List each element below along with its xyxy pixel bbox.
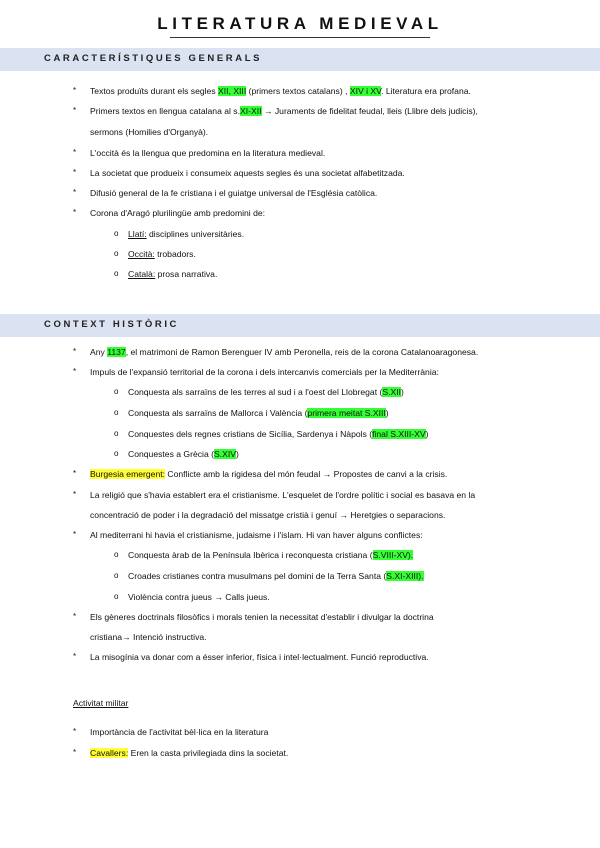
bullet: *	[73, 612, 77, 621]
label: Català:	[128, 269, 156, 279]
list-item-continuation: cristiana→ Intenció instructiva.	[90, 632, 207, 642]
sub-list-item	[128, 387, 404, 398]
list-item: La societat que produeix i consumeix aquests segles és una societat alfabetitzada.	[90, 168, 405, 178]
text: Conquesta als sarraïns de Mallorca i València (	[128, 408, 308, 418]
list-item: Al mediterrani hi havia el cristianisme, judaisme i l'islam. Hi van haver alguns conflictes:	[90, 530, 423, 540]
highlight: final S.XIII-XV	[372, 429, 426, 439]
sub-list-item	[128, 269, 217, 280]
list-item: Els gèneres doctrinals filosòfics i morals tenien la necessitat d'establir i divulgar la doctrina	[90, 612, 434, 622]
list-item: L'occità és la llengua que predomina en la literatura medieval.	[90, 148, 326, 158]
text: (primers textos catalans) ,	[246, 86, 350, 96]
sub-bullet: o	[114, 229, 119, 238]
highlight: S.XII	[382, 387, 401, 397]
sub-list-item: Violència contra jueus → Calls jueus.	[128, 592, 270, 602]
list-item-continuation: sermons (Homilies d'Organyà).	[90, 127, 209, 137]
bullet: *	[73, 208, 77, 217]
list-item	[90, 469, 447, 480]
list-item: La religió que s'havia establert era el cristianisme. L'esquelet de l'ordre polític i social es basava en la	[90, 490, 476, 500]
sub-list-item	[128, 449, 239, 460]
label: Llatí:	[128, 229, 147, 239]
text: )	[235, 449, 239, 459]
sub-bullet: o	[114, 429, 119, 438]
list-item: Impuls de l'expansió territorial de la corona i dels intercanvis comercials per la Mediterrània:	[90, 367, 439, 377]
highlight: XI-XII	[240, 106, 262, 116]
text: Textos produïts durant els segles	[90, 86, 219, 96]
list-item	[90, 748, 288, 759]
bullet: *	[73, 106, 77, 115]
bullet: *	[73, 347, 77, 356]
section-header-caracteristiques	[0, 48, 600, 71]
sub-list-item	[128, 249, 196, 260]
bullet: *	[73, 652, 77, 661]
text: )	[425, 429, 429, 439]
bullet: *	[73, 530, 77, 539]
text: . Literatura era profana.	[381, 86, 471, 96]
bullet: *	[73, 748, 77, 757]
sub-list-item	[128, 429, 428, 440]
highlight: S.XI-XIII).	[386, 571, 424, 581]
section-heading: CARACTERÍSTIQUES GENERALS	[44, 53, 263, 64]
sub-bullet: o	[114, 571, 119, 580]
highlight: XII, XIII	[218, 86, 247, 96]
list-item	[90, 86, 471, 97]
list-item: Difusió general de la fe cristiana i el guiatge universal de l'Església catòlica.	[90, 188, 378, 198]
text: , el matrimoni de Ramon Berenguer IV amb Peronella, reis de la corona Catalanoaragonesa.	[125, 347, 479, 357]
text: → Juraments de fidelitat feudal, lleis (Llibre dels judicis),	[261, 106, 478, 116]
highlight: primera meitat S.XIII	[307, 408, 386, 418]
text: Conquestes a Grècia (	[128, 449, 214, 459]
section-heading: CONTEXT HISTÒRIC	[44, 319, 180, 330]
text: Conquestes dels regnes cristians de Sicília, Sardenya i Nàpols (	[128, 429, 373, 439]
sub-list-item	[128, 229, 244, 240]
section-header-context	[0, 314, 600, 337]
highlight: S.XIV	[213, 449, 236, 459]
list-item: Corona d'Aragó plurilingüe amb predomini de:	[90, 208, 266, 218]
text: trobadors.	[154, 249, 196, 259]
list-item: La misogínia va donar com a ésser inferior, física i intel·lectualment. Funció reproductiva.	[90, 652, 429, 662]
list-item-continuation: concentració de poder i la degradació del missatge cristià i genuí → Heretgies o separacions.	[90, 510, 446, 520]
text: disciplines universitàries.	[146, 229, 245, 239]
list-item	[90, 347, 478, 358]
list-item	[90, 106, 478, 117]
bullet: *	[73, 469, 77, 478]
sub-bullet: o	[114, 387, 119, 396]
sub-bullet: o	[114, 592, 119, 601]
bullet: *	[73, 168, 77, 177]
text: prosa narrativa.	[155, 269, 218, 279]
highlight: 1137	[107, 347, 126, 357]
bullet: *	[73, 367, 77, 376]
text: )	[385, 408, 389, 418]
bullet: *	[73, 490, 77, 499]
bullet: *	[73, 86, 77, 95]
text: Conquesta als sarraïns de les terres al sud i a l'oest del Llobregat (	[128, 387, 383, 397]
highlight: Cavallers:	[90, 748, 129, 758]
highlight: Burgesia emergent:	[90, 469, 165, 479]
highlight: XIV i XV	[349, 86, 382, 96]
text: )	[400, 387, 404, 397]
text: Conflicte amb la rigidesa del món feudal → Propostes de canvi a la crisis.	[165, 469, 448, 479]
bullet: *	[73, 188, 77, 197]
text: Conquesta àrab de la Península Ibèrica i reconquesta cristiana (	[128, 550, 373, 560]
text: Eren la casta privilegiada dins la societat.	[128, 748, 289, 758]
bullet: *	[73, 148, 77, 157]
subsection-heading: Activitat militar	[73, 698, 129, 708]
list-item: Importància de l'activitat bèl·lica en la literatura	[90, 727, 269, 737]
sub-bullet: o	[114, 408, 119, 417]
text: Any	[90, 347, 108, 357]
sub-list-item	[128, 408, 389, 419]
sub-bullet: o	[114, 449, 119, 458]
title-underline	[170, 37, 430, 38]
sub-bullet: o	[114, 249, 119, 258]
sub-bullet: o	[114, 269, 119, 278]
sub-list-item	[128, 550, 413, 561]
label: Occità:	[128, 249, 155, 259]
sub-bullet: o	[114, 550, 119, 559]
sub-list-item	[128, 571, 424, 582]
text: Primers textos en llengua catalana al s.	[90, 106, 240, 116]
page-title: LITERATURA MEDIEVAL	[157, 14, 443, 33]
bullet: *	[73, 727, 77, 736]
text: Croades cristianes contra musulmans pel domini de la Terra Santa (	[128, 571, 387, 581]
highlight: S.VIII-XV).	[372, 550, 414, 560]
